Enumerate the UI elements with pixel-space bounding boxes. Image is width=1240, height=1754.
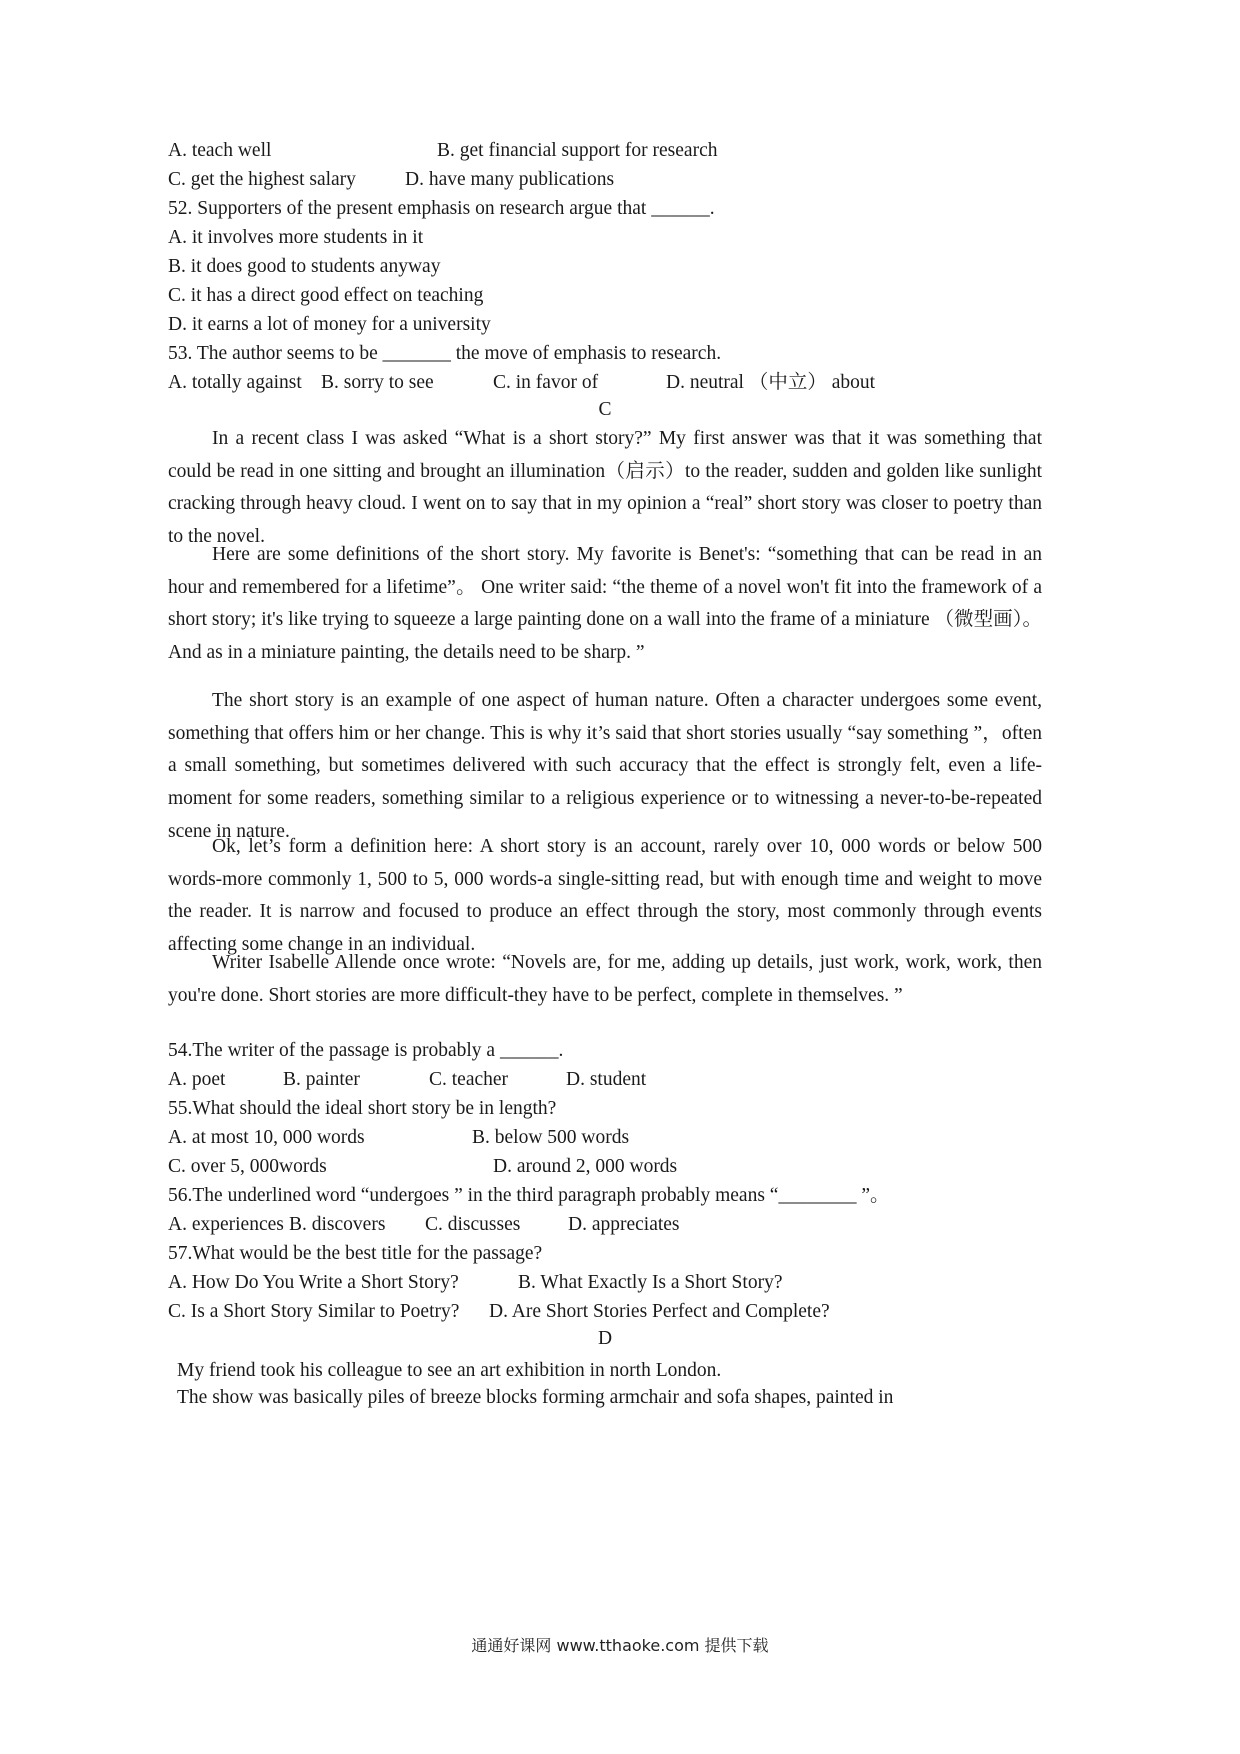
passage-d-line-2: The show was basically piles of breeze blocks forming armchair and sofa shapes, painted in bbox=[177, 1387, 894, 1408]
q54-stem: 54.The writer of the passage is probably a ______. bbox=[168, 1040, 564, 1061]
passage-c-paragraph-3: The short story is an example of one aspect of human nature. Often a character undergoes some event, something that offers him or her change. This is why it’s said that short stories usually “say something ”，often a small something, but sometimes delivered with such accuracy that the effect is strongly felt, even a life-moment for some readers, something similar to a religious experience or to witnessing a never-to-be-repeated scene in nature. bbox=[168, 690, 1042, 842]
passage-c-paragraph-1: In a recent class I was asked “What is a short story?” My first answer was that it was something that could be read in one sitting and brought an illumination（启示）to the reader, sudden and golden like sunlight cracking through heavy cloud. I went on to say that in my opinion a “real” short story was closer to poetry than to the novel. bbox=[168, 428, 1042, 548]
q56-option-c: C. discusses bbox=[425, 1214, 521, 1235]
passage-c-paragraph-2: Here are some definitions of the short story. My favorite is Benet's: “something that can be read in an hour and remembered for a lifetime”。 One writer said: “the theme of a novel won't fit into the framework of a short story; it's like trying to squeeze a large painting done on a wall into the frame of a miniature （微型画）。 And as in a miniature painting, the details need to be sharp. ” bbox=[168, 544, 1042, 664]
q52-option-d: D. it earns a lot of money for a university bbox=[168, 314, 491, 335]
q52-option-b: B. it does good to students anyway bbox=[168, 256, 441, 277]
q51-option-a: A. teach well bbox=[168, 140, 272, 161]
q55-option-a: A. at most 10, 000 words bbox=[168, 1127, 365, 1148]
q54-option-c: C. teacher bbox=[429, 1069, 509, 1090]
page-footer: 通通好课网 www.tthaoke.com 提供下载 bbox=[471, 1636, 769, 1655]
q53-option-a: A. totally against bbox=[168, 372, 302, 393]
q53-option-b: B. sorry to see bbox=[321, 372, 434, 393]
q54-option-b: B. painter bbox=[283, 1069, 360, 1090]
q57-stem: 57.What would be the best title for the passage? bbox=[168, 1243, 543, 1264]
q56-option-d: D. appreciates bbox=[568, 1214, 680, 1235]
q57-option-a: A. How Do You Write a Short Story? bbox=[168, 1272, 459, 1293]
q53-stem: 53. The author seems to be _______ the move of emphasis to research. bbox=[168, 343, 722, 364]
section-c-heading: C bbox=[598, 399, 612, 420]
q51-option-b: B. get financial support for research bbox=[437, 140, 718, 161]
q52-stem: 52. Supporters of the present emphasis on research argue that ______. bbox=[168, 198, 715, 219]
q55-stem: 55.What should the ideal short story be in length? bbox=[168, 1098, 557, 1119]
passage-d-line-1: My friend took his colleague to see an art exhibition in north London. bbox=[177, 1360, 722, 1381]
q56-option-a: A. experiences bbox=[168, 1214, 284, 1235]
q56-option-b: B. discovers bbox=[289, 1214, 386, 1235]
q56-stem: 56.The underlined word “undergoes ” in the third paragraph probably means “________ ”。 bbox=[168, 1185, 890, 1206]
q54-option-d: D. student bbox=[566, 1069, 647, 1090]
q51-option-d: D. have many publications bbox=[405, 169, 615, 190]
q53-option-c: C. in favor of bbox=[493, 372, 599, 393]
q57-option-d: D. Are Short Stories Perfect and Complete? bbox=[489, 1301, 830, 1322]
passage-c-paragraph-4: Ok, let’s form a definition here: A short story is an account, rarely over 10, 000 words or below 500 words-more commonly 1, 500 to 5, 000 words-a single-sitting read, but with enough time and weight to move the reader. It is narrow and focused to produce an effect through the story, most commonly through events affecting some change in an individual. bbox=[168, 836, 1042, 956]
q52-option-a: A. it involves more students in it bbox=[168, 227, 424, 248]
q51-option-c: C. get the highest salary bbox=[168, 169, 356, 190]
q55-option-c: C. over 5, 000words bbox=[168, 1156, 327, 1177]
q53-option-d: D. neutral （中立） about bbox=[666, 372, 876, 393]
q57-option-c: C. Is a Short Story Similar to Poetry? bbox=[168, 1301, 460, 1322]
passage-c-paragraph-5: Writer Isabelle Allende once wrote: “Novels are, for me, adding up details, just work, work, work, then you're done. Short stories are more difficult-they have to be perfect, complete in themselves. ” bbox=[168, 952, 1042, 1006]
q55-option-b: B. below 500 words bbox=[472, 1127, 630, 1148]
q52-option-c: C. it has a direct good effect on teaching bbox=[168, 285, 484, 306]
q54-option-a: A. poet bbox=[168, 1069, 226, 1090]
section-d-heading: D bbox=[597, 1328, 613, 1349]
q57-option-b: B. What Exactly Is a Short Story? bbox=[518, 1272, 783, 1293]
q55-option-d: D. around 2, 000 words bbox=[493, 1156, 678, 1177]
